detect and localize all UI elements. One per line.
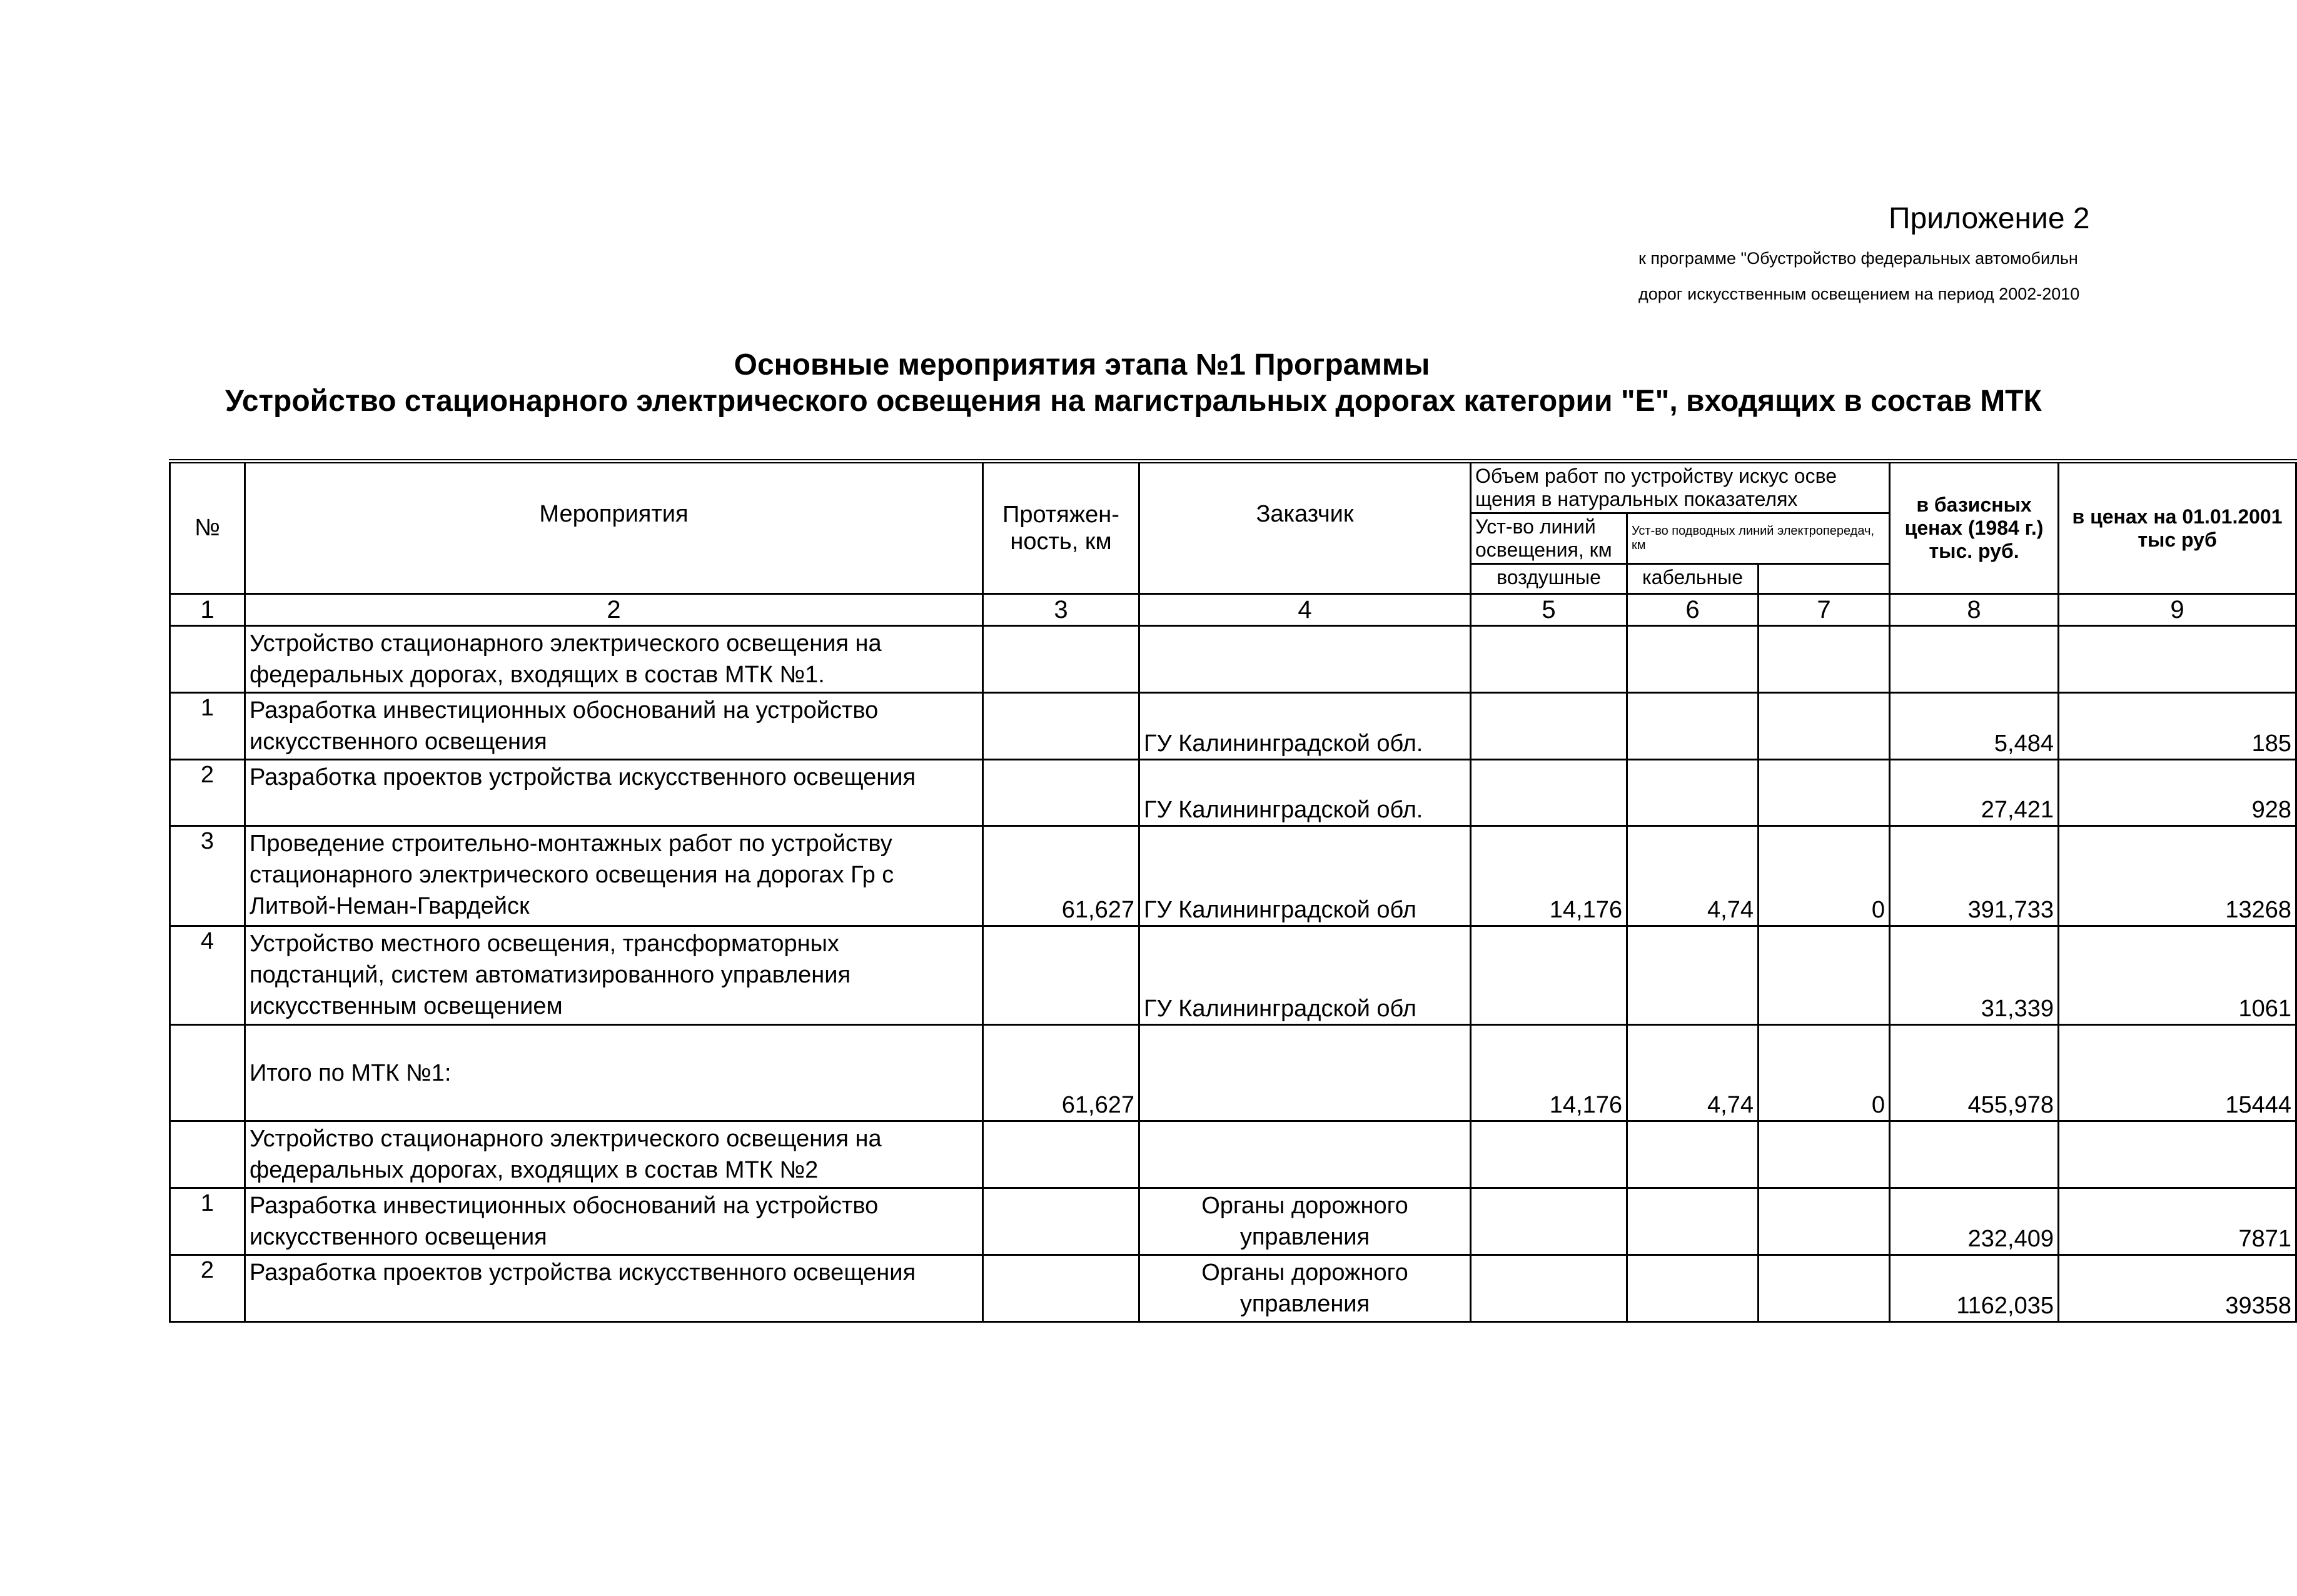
event-description: Разработка проектов устройства искусственного освещения — [245, 760, 983, 826]
cable-value — [1759, 1255, 1890, 1322]
event-description: Разработка инвестиционных обоснований на устройство искусственного освещения — [245, 1188, 983, 1255]
section-row — [170, 626, 2296, 693]
length-value — [983, 760, 1139, 826]
total-row — [170, 1025, 2296, 1121]
row-number: 1 — [170, 693, 245, 760]
customer-name: ГУ Калининградской обл. — [1139, 693, 1471, 760]
air-value — [1627, 626, 1759, 693]
current-price-value — [2059, 626, 2296, 693]
header-volume: Объем работ по устройству искус осве щения в натуральных показателях — [1471, 462, 1890, 513]
event-description: Устройство стационарного электрического освещения на федеральных дорогах, входящих в состав МТК №1. — [245, 626, 983, 693]
cable-value — [1759, 1188, 1890, 1255]
table-row — [170, 693, 2296, 760]
customer-name — [1139, 1025, 1471, 1121]
customer-name: Органы дорожного управления — [1139, 1255, 1471, 1322]
air-value — [1627, 760, 1759, 826]
cable-value: 0 — [1759, 1025, 1890, 1121]
lines-value — [1471, 626, 1627, 693]
cable-value — [1759, 760, 1890, 826]
air-value: 4,74 — [1627, 1025, 1759, 1121]
air-value: 4,74 — [1627, 826, 1759, 926]
column-numbers-row — [170, 594, 2296, 626]
air-value — [1627, 926, 1759, 1025]
column-number: 6 — [1627, 594, 1759, 626]
section-row — [170, 1121, 2296, 1188]
current-price-value: 39358 — [2059, 1255, 2296, 1322]
document-subtitle: Устройство стационарного электрического освещения на магистральных дорогах категории "Е", входящих в состав МТК — [225, 385, 2042, 418]
base-price-value: 5,484 — [1890, 693, 2059, 760]
lines-value — [1471, 1255, 1627, 1322]
base-price-value: 232,409 — [1890, 1188, 2059, 1255]
current-price-value — [2059, 1121, 2296, 1188]
event-description: Устройство местного освещения, трансформаторных подстанций, систем автоматизированного управления искусственным освещением — [245, 926, 983, 1025]
length-value — [983, 926, 1139, 1025]
base-price-value — [1890, 626, 2059, 693]
table-row — [170, 1188, 2296, 1255]
header-events: Мероприятия — [245, 462, 983, 594]
event-description: Итого по МТК №1: — [245, 1025, 983, 1121]
table-row — [170, 1255, 2296, 1322]
header-underground: Уст-во подводных линий электропередач, км — [1627, 513, 1890, 564]
event-description: Устройство стационарного электрического освещения на федеральных дорогах, входящих в состав МТК №2 — [245, 1121, 983, 1188]
air-value — [1627, 693, 1759, 760]
header-num: № — [170, 462, 245, 594]
length-value — [983, 626, 1139, 693]
row-number: 2 — [170, 760, 245, 826]
cable-value — [1759, 693, 1890, 760]
row-number: 3 — [170, 826, 245, 926]
customer-name: ГУ Калининградской обл. — [1139, 760, 1471, 826]
event-description: Разработка инвестиционных обоснований на устройство искусственного освещения — [245, 693, 983, 760]
events-table — [169, 459, 2297, 1323]
current-price-value: 13268 — [2059, 826, 2296, 926]
header-air: воздушные — [1471, 564, 1627, 594]
current-price-value: 7871 — [2059, 1188, 2296, 1255]
row-number: 4 — [170, 926, 245, 1025]
air-value — [1627, 1255, 1759, 1322]
length-value — [983, 1121, 1139, 1188]
cable-value: 0 — [1759, 826, 1890, 926]
table-container — [169, 459, 2292, 1323]
row-number — [170, 1025, 245, 1121]
lines-value — [1471, 693, 1627, 760]
appendix-program-line-2: дорог искусственным освещением на период 2002-2010 — [1638, 285, 2080, 303]
length-value: 61,627 — [983, 1025, 1139, 1121]
customer-name: ГУ Калининградской обл — [1139, 926, 1471, 1025]
base-price-value: 31,339 — [1890, 926, 2059, 1025]
header-cable: кабельные — [1627, 564, 1759, 594]
column-number: 8 — [1890, 594, 2059, 626]
customer-name — [1139, 1121, 1471, 1188]
current-price-value: 15444 — [2059, 1025, 2296, 1121]
customer-name: ГУ Калининградской обл — [1139, 826, 1471, 926]
header-current-prices: в ценах на 01.01.2001 тыс руб — [2059, 462, 2296, 594]
base-price-value: 1162,035 — [1890, 1255, 2059, 1322]
appendix-program-line-1: к программе "Обустройство федеральных автомобильн — [1638, 249, 2078, 268]
lines-value — [1471, 1188, 1627, 1255]
lines-value — [1471, 926, 1627, 1025]
current-price-value: 1061 — [2059, 926, 2296, 1025]
column-number: 3 — [983, 594, 1139, 626]
event-description: Разработка проектов устройства искусственного освещения — [245, 1255, 983, 1322]
current-price-value: 928 — [2059, 760, 2296, 826]
cable-value — [1759, 926, 1890, 1025]
table-row — [170, 926, 2296, 1025]
length-value: 61,627 — [983, 826, 1139, 926]
column-number: 1 — [170, 594, 245, 626]
cable-value — [1759, 1121, 1890, 1188]
event-description: Проведение строительно-монтажных работ по устройству стационарного электрического освещения на дорогах Гр с Литвой-Неман-Гвардейск — [245, 826, 983, 926]
lines-value: 14,176 — [1471, 826, 1627, 926]
table-body — [170, 626, 2296, 1322]
length-value — [983, 1255, 1139, 1322]
length-value — [983, 1188, 1139, 1255]
table-row — [170, 826, 2296, 926]
appendix-title: Приложение 2 — [1889, 202, 2090, 235]
column-number: 5 — [1471, 594, 1627, 626]
column-number: 2 — [245, 594, 983, 626]
lines-value — [1471, 1121, 1627, 1188]
table-row — [170, 760, 2296, 826]
air-value — [1627, 1121, 1759, 1188]
base-price-value — [1890, 1121, 2059, 1188]
document-title: Основные мероприятия этапа №1 Программы — [734, 348, 1430, 381]
row-number — [170, 626, 245, 693]
column-number: 7 — [1759, 594, 1890, 626]
length-value — [983, 693, 1139, 760]
header-lines: Уст-во линий освещения, км — [1471, 513, 1627, 564]
lines-value: 14,176 — [1471, 1025, 1627, 1121]
customer-name — [1139, 626, 1471, 693]
customer-name: Органы дорожного управления — [1139, 1188, 1471, 1255]
air-value — [1627, 1188, 1759, 1255]
header-customer: Заказчик — [1139, 462, 1471, 594]
row-number — [170, 1121, 245, 1188]
base-price-value: 391,733 — [1890, 826, 2059, 926]
cable-value — [1759, 626, 1890, 693]
base-price-value: 27,421 — [1890, 760, 2059, 826]
lines-value — [1471, 760, 1627, 826]
header-base-prices: в базисных ценах (1984 г.) тыс. руб. — [1890, 462, 2059, 594]
header-length: Протяжен-ность, км — [983, 462, 1139, 594]
table-row — [170, 594, 2296, 626]
current-price-value: 185 — [2059, 693, 2296, 760]
column-number: 9 — [2059, 594, 2296, 626]
base-price-value: 455,978 — [1890, 1025, 2059, 1121]
row-number: 2 — [170, 1255, 245, 1322]
row-number: 1 — [170, 1188, 245, 1255]
table-header — [170, 462, 2296, 594]
column-number: 4 — [1139, 594, 1471, 626]
